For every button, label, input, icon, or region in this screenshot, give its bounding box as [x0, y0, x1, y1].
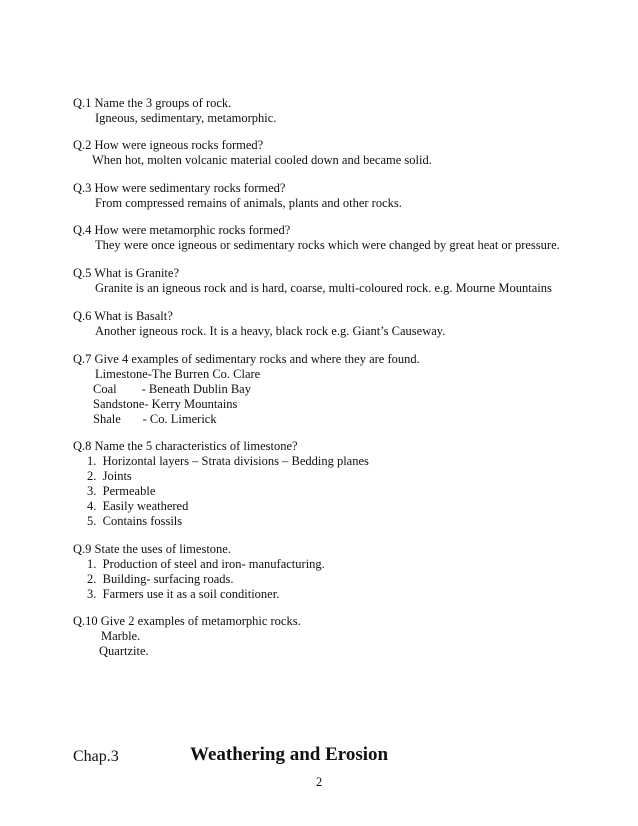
- answer-10-line-2: Quartzite.: [99, 644, 149, 658]
- answer-8-item-3: 3. Permeable: [87, 484, 156, 498]
- answer-1-line-1: Igneous, sedimentary, metamorphic.: [95, 111, 277, 125]
- question-2: Q.2 How were igneous rocks formed?: [73, 138, 264, 152]
- question-5: Q.5 What is Granite?: [73, 266, 179, 280]
- answer-7-line-3: Sandstone- Kerry Mountains: [93, 397, 238, 411]
- answer-5-line-1: Granite is an igneous rock and is hard, coarse, multi-coloured rock. e.g. Mourne Mountains: [95, 281, 552, 295]
- answer-9-item-1: 1. Production of steel and iron- manufacturing.: [87, 557, 325, 571]
- question-10: Q.10 Give 2 examples of metamorphic rocks.: [73, 614, 301, 628]
- answer-9-item-3: 3. Farmers use it as a soil conditioner.: [87, 587, 280, 601]
- answer-2-line-1: When hot, molten volcanic material cooled down and became solid.: [92, 153, 432, 167]
- chapter-title: Weathering and Erosion: [190, 744, 389, 765]
- answer-8-item-2: 2. Joints: [87, 469, 132, 483]
- answer-7-line-4: Shale - Co. Limerick: [93, 412, 217, 426]
- answer-8-item-4: 4. Easily weathered: [87, 499, 189, 513]
- page-number: 2: [316, 775, 323, 789]
- chapter-label: Chap.3: [73, 748, 119, 765]
- answer-10-line-1: Marble.: [101, 629, 141, 643]
- question-6: Q.6 What is Basalt?: [73, 309, 173, 323]
- question-4: Q.4 How were metamorphic rocks formed?: [73, 223, 291, 237]
- question-7: Q.7 Give 4 examples of sedimentary rocks and where they are found.: [73, 352, 420, 366]
- answer-7-line-2: Coal - Beneath Dublin Bay: [93, 382, 251, 396]
- answer-4-line-1: They were once igneous or sedimentary rocks which were changed by great heat or pressure.: [95, 238, 560, 252]
- answer-8-item-5: 5. Contains fossils: [87, 514, 183, 528]
- question-3: Q.3 How were sedimentary rocks formed?: [73, 181, 286, 195]
- answer-6-line-1: Another igneous rock. It is a heavy, black rock e.g. Giant’s Causeway.: [95, 324, 446, 338]
- question-9: Q.9 State the uses of limestone.: [73, 542, 231, 556]
- answer-3-line-1: From compressed remains of animals, plants and other rocks.: [95, 196, 402, 210]
- answer-7-line-1: Limestone-The Burren Co. Clare: [95, 367, 261, 381]
- answer-9-item-2: 2. Building- surfacing roads.: [87, 572, 234, 586]
- question-1: Q.1 Name the 3 groups of rock.: [73, 96, 232, 110]
- question-8: Q.8 Name the 5 characteristics of limestone?: [73, 439, 298, 453]
- answer-8-item-1: 1. Horizontal layers – Strata divisions – Bedding planes: [87, 454, 369, 468]
